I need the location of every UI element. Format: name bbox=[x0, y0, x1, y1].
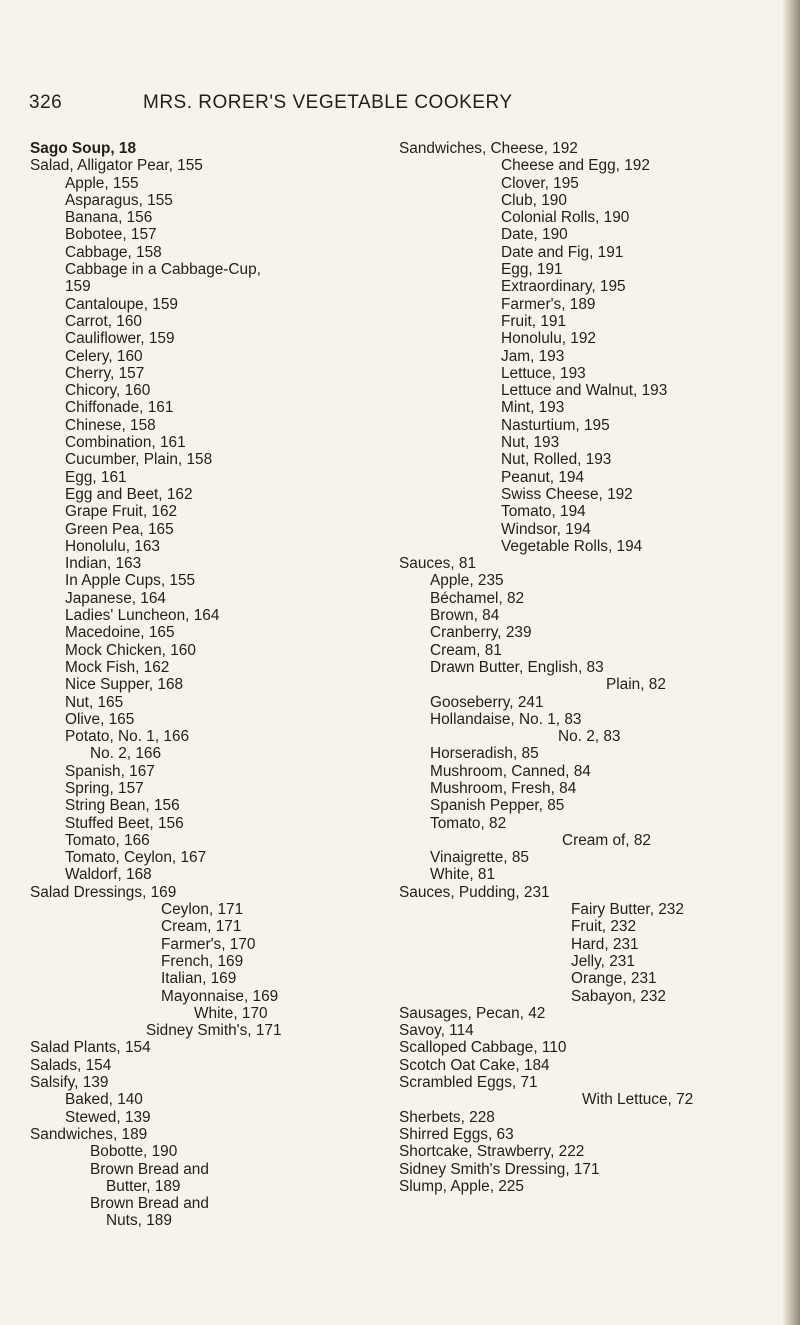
index-entry: Plain, 82 bbox=[606, 676, 666, 694]
index-entry: Stuffed Beet, 156 bbox=[65, 814, 184, 832]
index-entry: Nut, 165 bbox=[65, 693, 124, 711]
index-column-left bbox=[30, 140, 405, 1230]
index-entry: Cream, 171 bbox=[161, 918, 242, 936]
index-entry: Jelly, 231 bbox=[571, 952, 635, 970]
index-entry: Egg, 161 bbox=[65, 468, 127, 486]
index-entry: Cabbage, 158 bbox=[65, 243, 162, 261]
index-entry: Cream, 81 bbox=[430, 641, 502, 659]
index-entry: Scotch Oat Cake, 184 bbox=[399, 1056, 550, 1074]
index-entry: Fairy Butter, 232 bbox=[571, 901, 684, 919]
index-entry: Clover, 195 bbox=[501, 174, 579, 192]
index-entry: Cream of, 82 bbox=[562, 831, 651, 849]
index-entry: With Lettuce, 72 bbox=[582, 1091, 694, 1109]
index-entry: Horseradish, 85 bbox=[430, 745, 539, 763]
index-entry: Honolulu, 163 bbox=[65, 537, 160, 555]
index-entry: Spanish Pepper, 85 bbox=[430, 797, 565, 815]
index-entry: Nasturtium, 195 bbox=[501, 416, 610, 434]
index-entry: Windsor, 194 bbox=[501, 520, 591, 538]
index-entry: Sauces, Pudding, 231 bbox=[399, 883, 550, 901]
index-entry: Cauliflower, 159 bbox=[65, 330, 175, 348]
index-entry: Vegetable Rolls, 194 bbox=[501, 537, 643, 555]
index-entry: White, 170 bbox=[194, 1004, 268, 1022]
index-entry: String Bean, 156 bbox=[65, 797, 180, 815]
page-edge-shadow bbox=[782, 0, 800, 1325]
index-entry: Honolulu, 192 bbox=[501, 330, 596, 348]
index-entry: Tomato, 194 bbox=[501, 503, 586, 521]
index-entry: Shirred Eggs, 63 bbox=[399, 1125, 514, 1143]
index-entry: Extraordinary, 195 bbox=[501, 278, 626, 296]
index-entry: Vinaigrette, 85 bbox=[430, 849, 529, 867]
index-entry: Egg, 191 bbox=[501, 261, 563, 279]
index-entry: Carrot, 160 bbox=[65, 312, 142, 330]
index-entry: Salads, 154 bbox=[30, 1056, 112, 1074]
index-entry: Sandwiches, Cheese, 192 bbox=[399, 140, 578, 157]
index-entry: Salsify, 139 bbox=[30, 1074, 109, 1092]
index-entry: Date and Fig, 191 bbox=[501, 243, 624, 261]
index-entry: Japanese, 164 bbox=[65, 589, 166, 607]
index-entry: Nut, 193 bbox=[501, 434, 560, 452]
index-entry: Savoy, 114 bbox=[399, 1022, 474, 1040]
index-entry: Peanut, 194 bbox=[501, 468, 585, 486]
index-entry: Lettuce and Walnut, 193 bbox=[501, 382, 668, 400]
index-entry: Chicory, 160 bbox=[65, 382, 151, 400]
index-entry: Potato, No. 1, 166 bbox=[65, 728, 190, 746]
index-entry: Farmer's, 170 bbox=[161, 935, 256, 953]
index-entry: Brown Bread and bbox=[90, 1160, 209, 1178]
index-entry: Ladies' Luncheon, 164 bbox=[65, 607, 220, 625]
index-entry: Brown Bread and bbox=[90, 1195, 209, 1213]
index-entry: No. 2, 83 bbox=[558, 728, 621, 746]
index-entry: Cheese and Egg, 192 bbox=[501, 157, 650, 175]
index-entry: Tomato, 82 bbox=[430, 814, 507, 832]
index-entry: Bobotte, 190 bbox=[90, 1143, 178, 1161]
index-entry: Ceylon, 171 bbox=[161, 901, 244, 919]
index-entry: Fruit, 232 bbox=[571, 918, 637, 936]
index-entry: Mayonnaise, 169 bbox=[161, 987, 279, 1005]
index-entry: Nuts, 189 bbox=[106, 1212, 172, 1230]
index-entry: Jam, 193 bbox=[501, 347, 565, 365]
index-entry: Waldorf, 168 bbox=[65, 866, 152, 884]
index-entry: Indian, 163 bbox=[65, 555, 142, 573]
index-entry: Egg and Beet, 162 bbox=[65, 485, 193, 503]
index-entry: Mint, 193 bbox=[501, 399, 565, 417]
index-entry: Bobotee, 157 bbox=[65, 226, 157, 244]
index-entry: Mushroom, Fresh, 84 bbox=[430, 779, 577, 797]
index-entry: Hollandaise, No. 1, 83 bbox=[430, 710, 582, 728]
index-entry: Cantaloupe, 159 bbox=[65, 295, 178, 313]
index-entry: Salad, Alligator Pear, 155 bbox=[30, 157, 203, 175]
index-entry: Sandwiches, 189 bbox=[30, 1125, 148, 1143]
index-entry: Brown, 84 bbox=[430, 607, 500, 625]
index-entry: Orange, 231 bbox=[571, 970, 657, 988]
index-entry: Shortcake, Strawberry, 222 bbox=[399, 1143, 585, 1161]
index-entry: Sabayon, 232 bbox=[571, 987, 666, 1005]
index-entry: Olive, 165 bbox=[65, 710, 135, 728]
index-entry: Celery, 160 bbox=[65, 347, 143, 365]
index-entry: Chiffonade, 161 bbox=[65, 399, 174, 417]
index-entry: Combination, 161 bbox=[65, 434, 186, 452]
running-title: MRS. RORER'S VEGETABLE COOKERY bbox=[143, 92, 513, 113]
index-entry: No. 2, 166 bbox=[90, 745, 162, 763]
index-entry: Italian, 169 bbox=[161, 970, 237, 988]
index-entry: Spring, 157 bbox=[65, 779, 144, 797]
index-entry: Slump, Apple, 225 bbox=[399, 1177, 524, 1195]
index-entry: Gooseberry, 241 bbox=[430, 693, 544, 711]
index-entry: Apple, 235 bbox=[430, 572, 504, 590]
index-entry: Béchamel, 82 bbox=[430, 589, 525, 607]
index-entry: Asparagus, 155 bbox=[65, 191, 173, 209]
index-column-right bbox=[399, 140, 779, 1195]
index-entry: French, 169 bbox=[161, 952, 244, 970]
index-entry: Chinese, 158 bbox=[65, 416, 156, 434]
index-entry: Lettuce, 193 bbox=[501, 364, 586, 382]
index-entry: Salad Dressings, 169 bbox=[30, 883, 177, 901]
index-entry: Cranberry, 239 bbox=[430, 624, 532, 642]
index-entry: Cucumber, Plain, 158 bbox=[65, 451, 213, 469]
index-entry: Grape Fruit, 162 bbox=[65, 503, 178, 521]
index-entry: Spanish, 167 bbox=[65, 762, 155, 780]
index-entry: Stewed, 139 bbox=[65, 1108, 151, 1126]
index-entry: Fruit, 191 bbox=[501, 312, 567, 330]
index-entry: Macedoine, 165 bbox=[65, 624, 175, 642]
index-entry: Baked, 140 bbox=[65, 1091, 143, 1109]
index-entry: Tomato, Ceylon, 167 bbox=[65, 849, 207, 867]
index-entry: Hard, 231 bbox=[571, 935, 639, 953]
index-entry: Scrambled Eggs, 71 bbox=[399, 1074, 538, 1092]
index-entry: Mock Chicken, 160 bbox=[65, 641, 196, 659]
index-entry: Swiss Cheese, 192 bbox=[501, 485, 633, 503]
index-entry: Sauces, 81 bbox=[399, 555, 477, 573]
index-entry: 159 bbox=[65, 278, 91, 296]
index-entry: In Apple Cups, 155 bbox=[65, 572, 196, 590]
index-entry: Farmer's, 189 bbox=[501, 295, 596, 313]
index-entry: Scalloped Cabbage, 110 bbox=[399, 1039, 567, 1057]
index-entry: Club, 190 bbox=[501, 191, 567, 209]
index-entry: Sago Soup, 18 bbox=[30, 140, 137, 157]
page-header bbox=[0, 92, 800, 116]
index-entry: Date, 190 bbox=[501, 226, 568, 244]
index-entry: Colonial Rolls, 190 bbox=[501, 209, 630, 227]
index-entry: Sherbets, 228 bbox=[399, 1108, 495, 1126]
index-entry: Sidney Smith's, 171 bbox=[146, 1022, 282, 1040]
index-entry: Cherry, 157 bbox=[65, 364, 145, 382]
index-entry: Sidney Smith's Dressing, 171 bbox=[399, 1160, 600, 1178]
index-entry: Mock Fish, 162 bbox=[65, 658, 170, 676]
index-entry: Green Pea, 165 bbox=[65, 520, 174, 538]
index-entry: White, 81 bbox=[430, 866, 496, 884]
index-entry: Cabbage in a Cabbage-Cup, bbox=[65, 261, 261, 279]
index-entry: Drawn Butter, English, 83 bbox=[430, 658, 604, 676]
index-entry: Salad Plants, 154 bbox=[30, 1039, 151, 1057]
index-entry: Nice Supper, 168 bbox=[65, 676, 184, 694]
page-number: 326 bbox=[29, 92, 63, 113]
index-entry: Mushroom, Canned, 84 bbox=[430, 762, 591, 780]
index-entry: Butter, 189 bbox=[106, 1177, 181, 1195]
index-entry: Nut, Rolled, 193 bbox=[501, 451, 612, 469]
index-entry: Sausages, Pecan, 42 bbox=[399, 1004, 546, 1022]
index-entry: Banana, 156 bbox=[65, 209, 153, 227]
index-entry: Tomato, 166 bbox=[65, 831, 150, 849]
index-entry: Apple, 155 bbox=[65, 174, 139, 192]
